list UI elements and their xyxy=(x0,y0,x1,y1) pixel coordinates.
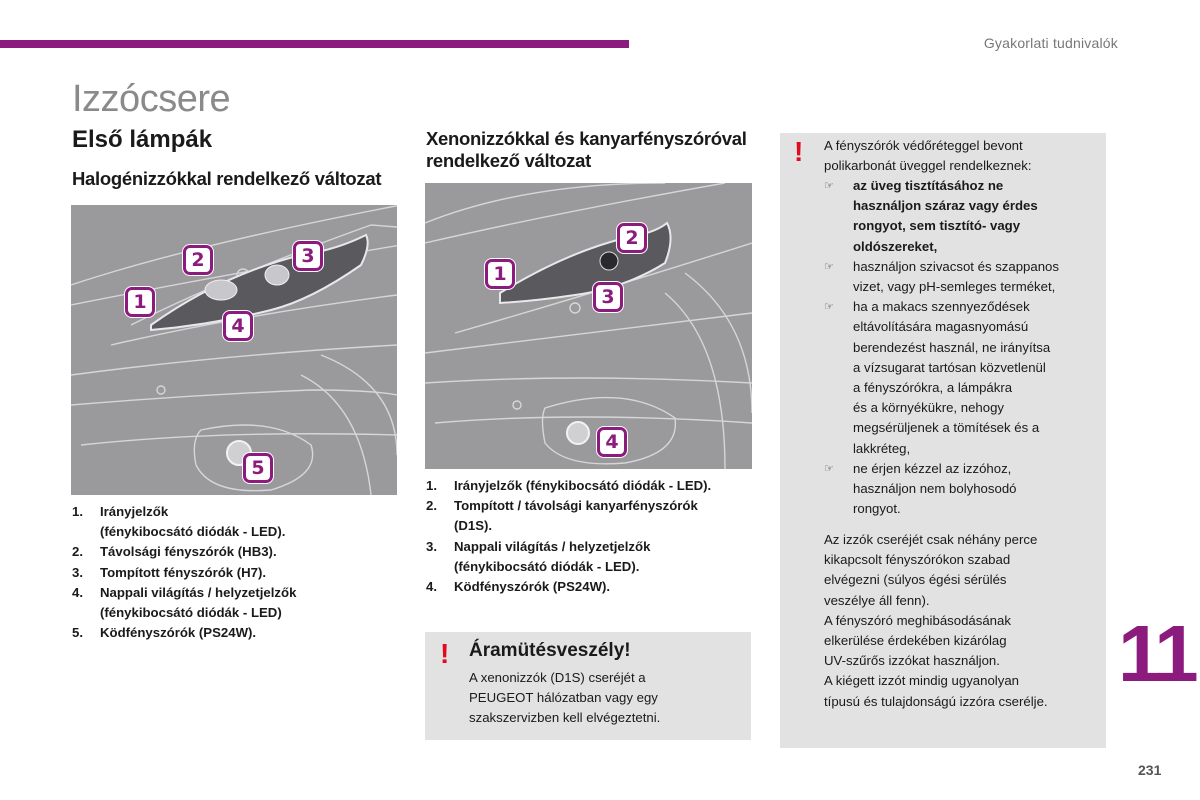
list-item: 1. Irányjelzők (fénykibocsátó diódák - LED). xyxy=(426,478,712,493)
callout-marker: 5 xyxy=(243,453,273,483)
list-item: 3. Nappali világítás / helyzetjelzők (fénykibocsátó diódák - LED). xyxy=(426,538,651,574)
bullet-item: ☞ ha a makacs szennyeződések eltávolítására magasnyomású berendezést használ, ne irányítsa a vízsugarat tartósan közvetlenül a fényszórókra, a lámpákra és a környékükre, nehogy megsérüljenek a tömítések és a lakkréteg, xyxy=(824,297,1099,459)
pointing-hand-icon: ☞ xyxy=(824,301,834,314)
section-title: Gyakorlati tudnivalók xyxy=(983,35,1118,51)
callout-marker: 4 xyxy=(597,427,627,457)
bulb-replacement-note: Az izzók cseréjét csak néhány perce kikapcsolt fényszórókon szabad elvégezni (súlyos égési sérülés veszélye áll fenn). A fényszóró meghibásodásának elkerülése érdekében kizárólag UV-szűrős izzókat használjon. A kiégett izzót mindig ugyanolyan típusú és tulajdonságú izzóra cserélje. xyxy=(824,532,1048,709)
callout-marker: 1 xyxy=(485,259,515,289)
shock-warning-title: Áramütésveszély! xyxy=(469,640,631,661)
exclamation-icon: ! xyxy=(794,136,804,167)
subheading-halogen: Halogénizzókkal rendelkező változat xyxy=(72,168,382,189)
halogen-headlamp-illustration xyxy=(71,205,397,495)
callout-marker: 2 xyxy=(183,245,213,275)
callout-marker: 1 xyxy=(125,287,155,317)
list-item: 4. Ködfényszórók (PS24W). xyxy=(426,579,611,595)
shock-warning-text: A xenonizzók (D1S) cseréjét a PEUGEOT hálózatban vagy egy szakszervizben kell elvégeztetni. xyxy=(469,670,661,726)
section-heading-front-lamps: Első lámpák xyxy=(72,126,213,153)
bullet-item: ☞ ne érjen kézzel az izzóhoz, használjon nem bolyhosodó rongyot. xyxy=(824,459,1099,520)
callout-marker: 3 xyxy=(293,241,323,271)
care-warning-bullets xyxy=(824,176,1099,519)
pointing-hand-icon: ☞ xyxy=(824,180,834,192)
exclamation-icon: ! xyxy=(440,638,450,669)
subheading-xenon: Xenonizzókkal és kanyarfényszóróval rendelkező változat xyxy=(426,128,747,171)
list-item: 5. Ködfényszórók (PS24W). xyxy=(72,625,257,641)
list-item: 2. Tompított / távolsági kanyarfényszórók (D1S). xyxy=(426,498,698,534)
callout-marker: 3 xyxy=(593,282,623,312)
xenon-headlamp-illustration xyxy=(425,183,752,469)
halogen-parts-list xyxy=(72,502,372,643)
care-warning-intro: A fényszórók védőréteggel bevont polikarbonát üveggel rendelkeznek: xyxy=(824,138,1032,174)
callout-marker: 2 xyxy=(617,223,647,253)
pointing-hand-icon: ☞ xyxy=(824,462,834,475)
callout-marker: 4 xyxy=(223,311,253,341)
bullet-item: ☞ az üveg tisztításához ne használjon száraz vagy érdes rongyot, sem tisztító- vagy oldószereket, xyxy=(824,176,1099,257)
bullet-item: ☞ használjon szivacsot és szappanos vizet, vagy pH-semleges terméket, xyxy=(824,257,1099,297)
page-title: Izzócsere xyxy=(72,78,231,120)
pointing-hand-icon: ☞ xyxy=(824,260,834,273)
list-item: 1. Irányjelzők (fénykibocsátó diódák - LED). xyxy=(72,504,286,540)
list-item: 4. Nappali világítás / helyzetjelzők (fénykibocsátó diódák - LED) xyxy=(72,584,297,621)
page-number: 231 xyxy=(1138,762,1162,778)
header-accent-bar xyxy=(0,40,629,48)
list-item: 3. Tompított fényszórók (H7). xyxy=(72,564,267,580)
list-item: 2. Távolsági fényszórók (HB3). xyxy=(72,544,277,560)
xenon-parts-list xyxy=(426,476,766,597)
chapter-number: 11 xyxy=(1118,609,1195,698)
